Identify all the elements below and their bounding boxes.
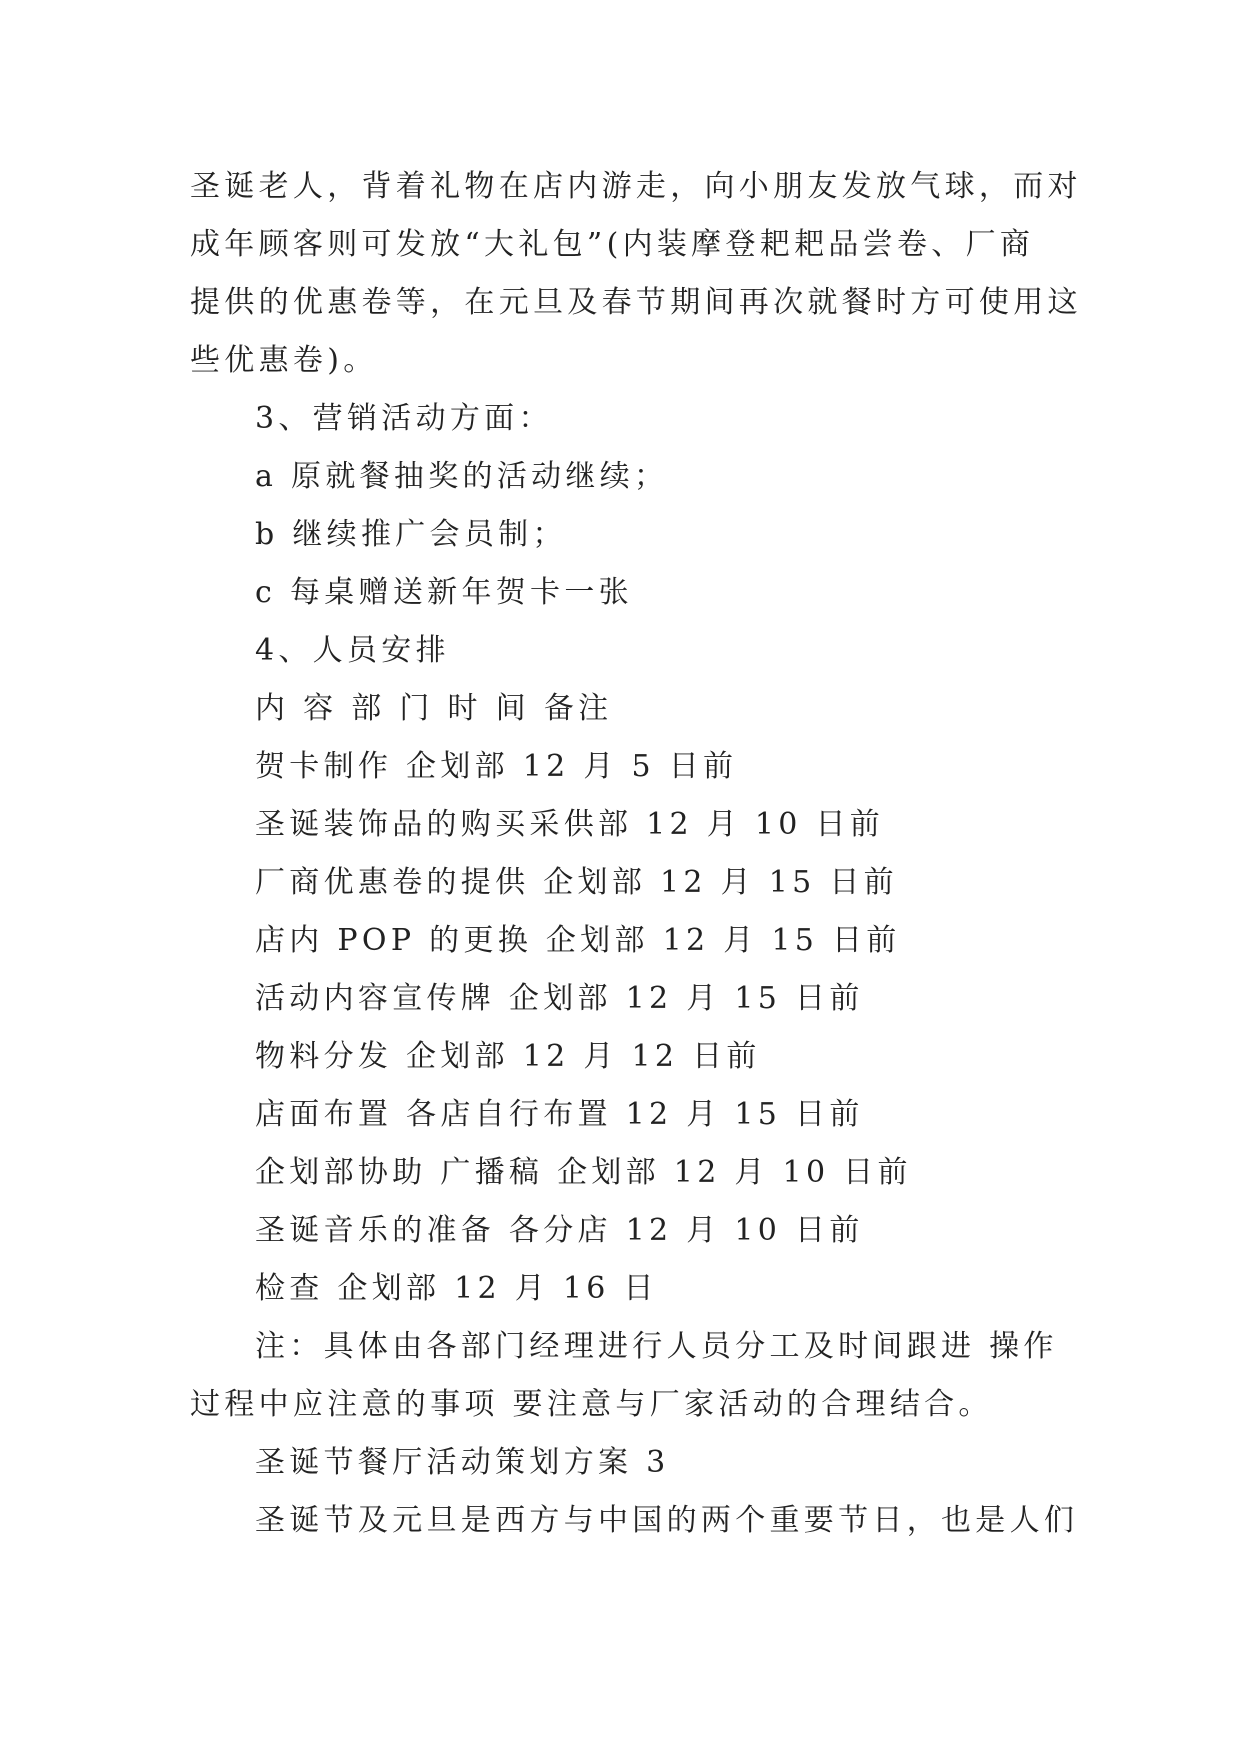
section-heading: 3、营销活动方面： <box>255 401 553 436</box>
schedule-row: 圣诞音乐的准备 各分店 12 月 10 日前 <box>255 1213 864 1248</box>
paragraph-line: 圣诞节及元旦是西方与中国的两个重要节日，也是人们 <box>255 1503 1079 1538</box>
schedule-header: 内 容 部 门 时 间 备注 <box>255 691 613 726</box>
list-item: c 每桌赠送新年贺卡一张 <box>255 575 633 610</box>
schedule-row: 检查 企划部 12 月 16 日 <box>255 1271 658 1306</box>
schedule-row: 店内 POP 的更换 企划部 12 月 15 日前 <box>255 923 901 958</box>
schedule-row: 店面布置 各店自行布置 12 月 15 日前 <box>255 1097 864 1132</box>
paragraph-line: 提供的优惠卷等，在元旦及春节期间再次就餐时方可使用这 <box>190 285 1082 320</box>
schedule-row: 企划部协助 广播稿 企划部 12 月 10 日前 <box>255 1155 912 1190</box>
list-item: b 继续推广会员制； <box>255 517 567 552</box>
paragraph-line: 些优惠卷)。 <box>190 343 378 378</box>
note-line: 过程中应注意的事项 要注意与厂家活动的合理结合。 <box>190 1387 993 1422</box>
schedule-row: 活动内容宣传牌 企划部 12 月 15 日前 <box>255 981 864 1016</box>
paragraph-line: 成年顾客则可发放“大礼包”(内装摩登耙耙品尝卷、厂商 <box>190 227 1035 262</box>
schedule-row: 物料分发 企划部 12 月 12 日前 <box>255 1039 761 1074</box>
schedule-row: 贺卡制作 企划部 12 月 5 日前 <box>255 749 738 784</box>
section-heading: 4、人员安排 <box>255 633 450 668</box>
schedule-row: 厂商优惠卷的提供 企划部 12 月 15 日前 <box>255 865 898 900</box>
section-title: 圣诞节餐厅活动策划方案 3 <box>255 1445 670 1480</box>
schedule-row: 圣诞装饰品的购买采供部 12 月 10 日前 <box>255 807 885 842</box>
list-item: a 原就餐抽奖的活动继续； <box>255 459 669 494</box>
paragraph-line: 圣诞老人，背着礼物在店内游走，向小朋友发放气球，而对 <box>190 169 1082 204</box>
note-line: 注：具体由各部门经理进行人员分工及时间跟进 操作 <box>255 1329 1058 1364</box>
